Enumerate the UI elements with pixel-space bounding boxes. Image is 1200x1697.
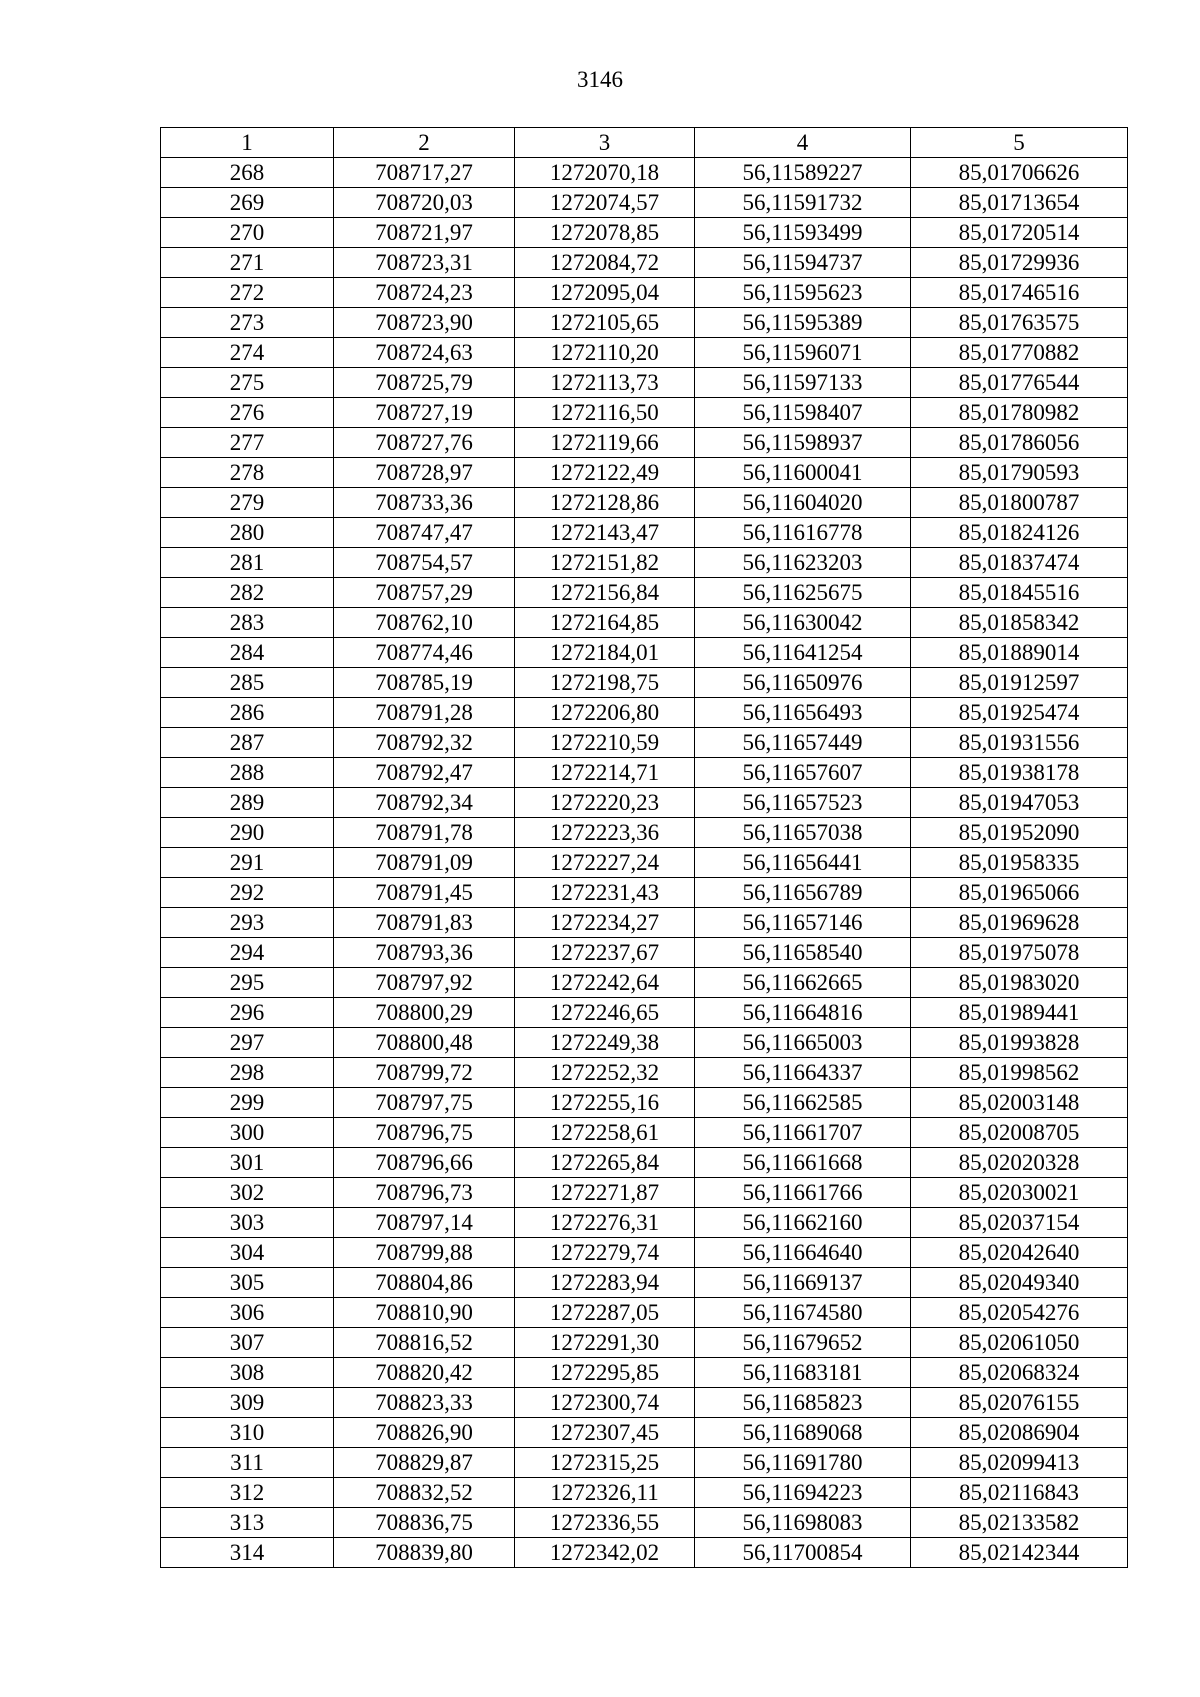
table-cell: 85,01746516 [911, 278, 1128, 308]
table-cell: 313 [161, 1508, 334, 1538]
table-cell: 1272122,49 [515, 458, 695, 488]
table-cell: 708791,45 [334, 878, 515, 908]
table-cell: 277 [161, 428, 334, 458]
table-cell: 85,01952090 [911, 818, 1128, 848]
table-cell: 1272291,30 [515, 1328, 695, 1358]
table-cell: 85,02133582 [911, 1508, 1128, 1538]
table-cell: 304 [161, 1238, 334, 1268]
table-cell: 56,11664816 [695, 998, 911, 1028]
table-cell: 310 [161, 1418, 334, 1448]
table-cell: 708826,90 [334, 1418, 515, 1448]
table-row [161, 548, 1128, 578]
table-cell: 56,11685823 [695, 1388, 911, 1418]
table-cell: 56,11630042 [695, 608, 911, 638]
table-cell: 85,02042640 [911, 1238, 1128, 1268]
table-cell: 286 [161, 698, 334, 728]
table-cell: 56,11679652 [695, 1328, 911, 1358]
table-cell: 85,01776544 [911, 368, 1128, 398]
table-cell: 85,01969628 [911, 908, 1128, 938]
table-cell: 1272265,84 [515, 1148, 695, 1178]
header-cell: 1 [161, 128, 334, 158]
table-cell: 1272234,27 [515, 908, 695, 938]
table-cell: 708797,75 [334, 1088, 515, 1118]
coordinates-table [160, 127, 1128, 1568]
table-row [161, 578, 1128, 608]
table-cell: 273 [161, 308, 334, 338]
table-cell: 708836,75 [334, 1508, 515, 1538]
table-cell: 1272220,23 [515, 788, 695, 818]
table-cell: 296 [161, 998, 334, 1028]
table-cell: 270 [161, 218, 334, 248]
table-cell: 85,01858342 [911, 608, 1128, 638]
table-cell: 1272246,65 [515, 998, 695, 1028]
table-cell: 1272078,85 [515, 218, 695, 248]
table-cell: 1272342,02 [515, 1538, 695, 1568]
table-cell: 56,11597133 [695, 368, 911, 398]
table-cell: 56,11656441 [695, 848, 911, 878]
table-cell: 1272119,66 [515, 428, 695, 458]
table-cell: 290 [161, 818, 334, 848]
table-cell: 1272276,31 [515, 1208, 695, 1238]
table-cell: 56,11669137 [695, 1268, 911, 1298]
table-cell: 85,01837474 [911, 548, 1128, 578]
table-cell: 85,01998562 [911, 1058, 1128, 1088]
table-cell: 708839,80 [334, 1538, 515, 1568]
table-cell: 1272255,16 [515, 1088, 695, 1118]
table-row [161, 1118, 1128, 1148]
table-cell: 708804,86 [334, 1268, 515, 1298]
table-cell: 708816,52 [334, 1328, 515, 1358]
table-cell: 311 [161, 1448, 334, 1478]
table-cell: 708717,27 [334, 158, 515, 188]
table-row [161, 398, 1128, 428]
table-row [161, 1538, 1128, 1568]
table-cell: 708793,36 [334, 938, 515, 968]
table-cell: 708796,75 [334, 1118, 515, 1148]
table-cell: 279 [161, 488, 334, 518]
table-row [161, 458, 1128, 488]
table-cell: 287 [161, 728, 334, 758]
table-cell: 291 [161, 848, 334, 878]
table-header [161, 128, 1128, 158]
table-cell: 1272184,01 [515, 638, 695, 668]
table-cell: 56,11694223 [695, 1478, 911, 1508]
table-cell: 1272223,36 [515, 818, 695, 848]
table-cell: 56,11661668 [695, 1148, 911, 1178]
table-cell: 1272143,47 [515, 518, 695, 548]
table-cell: 1272283,94 [515, 1268, 695, 1298]
table-cell: 56,11662665 [695, 968, 911, 998]
table-cell: 708791,83 [334, 908, 515, 938]
table-cell: 708796,73 [334, 1178, 515, 1208]
table-cell: 1272074,57 [515, 188, 695, 218]
table-cell: 708792,47 [334, 758, 515, 788]
table-cell: 56,11623203 [695, 548, 911, 578]
table-cell: 56,11661707 [695, 1118, 911, 1148]
table-row [161, 728, 1128, 758]
table-cell: 1272287,05 [515, 1298, 695, 1328]
table-cell: 1272237,67 [515, 938, 695, 968]
table-cell: 1272300,74 [515, 1388, 695, 1418]
table-cell: 1272315,25 [515, 1448, 695, 1478]
table-cell: 708727,19 [334, 398, 515, 428]
table-cell: 56,11683181 [695, 1358, 911, 1388]
table-cell: 708728,97 [334, 458, 515, 488]
table-cell: 85,01947053 [911, 788, 1128, 818]
header-cell: 2 [334, 128, 515, 158]
header-cell: 5 [911, 128, 1128, 158]
table-row [161, 848, 1128, 878]
table-row [161, 758, 1128, 788]
table-cell: 275 [161, 368, 334, 398]
table-cell: 56,11596071 [695, 338, 911, 368]
table-body [161, 158, 1128, 1568]
table-cell: 56,11598937 [695, 428, 911, 458]
table-cell: 1272156,84 [515, 578, 695, 608]
table-cell: 85,01845516 [911, 578, 1128, 608]
table-cell: 301 [161, 1148, 334, 1178]
table-row [161, 668, 1128, 698]
table-cell: 56,11616778 [695, 518, 911, 548]
table-cell: 56,11604020 [695, 488, 911, 518]
table-cell: 1272336,55 [515, 1508, 695, 1538]
table-row [161, 278, 1128, 308]
table-cell: 1272198,75 [515, 668, 695, 698]
table-cell: 85,01983020 [911, 968, 1128, 998]
table-row [161, 1418, 1128, 1448]
table-cell: 85,01780982 [911, 398, 1128, 428]
table-cell: 708832,52 [334, 1478, 515, 1508]
table-cell: 708829,87 [334, 1448, 515, 1478]
header-cell: 3 [515, 128, 695, 158]
table-cell: 708754,57 [334, 548, 515, 578]
table-cell: 56,11664640 [695, 1238, 911, 1268]
table-row [161, 788, 1128, 818]
table-row [161, 1448, 1128, 1478]
table-cell: 85,01763575 [911, 308, 1128, 338]
table-cell: 708796,66 [334, 1148, 515, 1178]
table-cell: 56,11657523 [695, 788, 911, 818]
table-cell: 56,11661766 [695, 1178, 911, 1208]
table-cell: 1272252,32 [515, 1058, 695, 1088]
table-cell: 85,02008705 [911, 1118, 1128, 1148]
table-cell: 708810,90 [334, 1298, 515, 1328]
table-cell: 56,11662160 [695, 1208, 911, 1238]
table-cell: 280 [161, 518, 334, 548]
table-cell: 708757,29 [334, 578, 515, 608]
table-row [161, 998, 1128, 1028]
table-row [161, 488, 1128, 518]
table-cell: 85,02086904 [911, 1418, 1128, 1448]
table-cell: 85,02116843 [911, 1478, 1128, 1508]
table-cell: 278 [161, 458, 334, 488]
table-cell: 85,01975078 [911, 938, 1128, 968]
table-cell: 708791,78 [334, 818, 515, 848]
table-cell: 56,11691780 [695, 1448, 911, 1478]
table-row [161, 608, 1128, 638]
table-row [161, 878, 1128, 908]
table-cell: 299 [161, 1088, 334, 1118]
table-cell: 85,01824126 [911, 518, 1128, 548]
table-cell: 1272151,82 [515, 548, 695, 578]
table-cell: 56,11657449 [695, 728, 911, 758]
header-cell: 4 [695, 128, 911, 158]
table-cell: 708727,76 [334, 428, 515, 458]
table-cell: 281 [161, 548, 334, 578]
table-row [161, 188, 1128, 218]
table-cell: 314 [161, 1538, 334, 1568]
table-cell: 308 [161, 1358, 334, 1388]
table-cell: 1272113,73 [515, 368, 695, 398]
table-row [161, 698, 1128, 728]
table-row [161, 1178, 1128, 1208]
table-cell: 56,11662585 [695, 1088, 911, 1118]
table-cell: 85,01720514 [911, 218, 1128, 248]
table-row [161, 1478, 1128, 1508]
table-row [161, 968, 1128, 998]
table-cell: 85,01790593 [911, 458, 1128, 488]
table-cell: 708725,79 [334, 368, 515, 398]
table-cell: 56,11674580 [695, 1298, 911, 1328]
table-row [161, 1208, 1128, 1238]
table-row [161, 158, 1128, 188]
table-cell: 85,02003148 [911, 1088, 1128, 1118]
table-cell: 1272326,11 [515, 1478, 695, 1508]
table-cell: 708721,97 [334, 218, 515, 248]
table-cell: 85,01889014 [911, 638, 1128, 668]
table-cell: 1272295,85 [515, 1358, 695, 1388]
table-cell: 708799,88 [334, 1238, 515, 1268]
table-cell: 1272105,65 [515, 308, 695, 338]
table-row [161, 338, 1128, 368]
table-cell: 1272110,20 [515, 338, 695, 368]
table-cell: 1272206,80 [515, 698, 695, 728]
table-cell: 56,11598407 [695, 398, 911, 428]
table-row [161, 908, 1128, 938]
table-row [161, 1148, 1128, 1178]
table-cell: 85,01912597 [911, 668, 1128, 698]
table-cell: 85,02020328 [911, 1148, 1128, 1178]
table-cell: 708820,42 [334, 1358, 515, 1388]
table-cell: 1272249,38 [515, 1028, 695, 1058]
table-cell: 85,01965066 [911, 878, 1128, 908]
table-cell: 85,01786056 [911, 428, 1128, 458]
table-cell: 276 [161, 398, 334, 428]
table-cell: 85,02054276 [911, 1298, 1128, 1328]
table-row [161, 638, 1128, 668]
table-cell: 272 [161, 278, 334, 308]
table-cell: 284 [161, 638, 334, 668]
table-cell: 708724,63 [334, 338, 515, 368]
table-row [161, 1028, 1128, 1058]
header-row [161, 128, 1128, 158]
table-row [161, 308, 1128, 338]
table-cell: 708791,09 [334, 848, 515, 878]
table-cell: 85,02068324 [911, 1358, 1128, 1388]
table-row [161, 368, 1128, 398]
table-cell: 56,11658540 [695, 938, 911, 968]
table-cell: 56,11595623 [695, 278, 911, 308]
table-row [161, 1298, 1128, 1328]
table-cell: 1272164,85 [515, 608, 695, 638]
table-cell: 56,11595389 [695, 308, 911, 338]
table-cell: 56,11689068 [695, 1418, 911, 1448]
table-cell: 708792,34 [334, 788, 515, 818]
table-cell: 85,01958335 [911, 848, 1128, 878]
table-cell: 303 [161, 1208, 334, 1238]
table-cell: 85,01800787 [911, 488, 1128, 518]
table-cell: 274 [161, 338, 334, 368]
table-cell: 300 [161, 1118, 334, 1148]
table-cell: 1272307,45 [515, 1418, 695, 1448]
table-cell: 1272116,50 [515, 398, 695, 428]
table-cell: 307 [161, 1328, 334, 1358]
table-cell: 85,01713654 [911, 188, 1128, 218]
table-cell: 285 [161, 668, 334, 698]
table-cell: 295 [161, 968, 334, 998]
table-cell: 309 [161, 1388, 334, 1418]
table-cell: 312 [161, 1478, 334, 1508]
table-row [161, 938, 1128, 968]
table-cell: 708797,14 [334, 1208, 515, 1238]
table-cell: 708792,32 [334, 728, 515, 758]
page-number: 3146 [577, 67, 623, 92]
table-cell: 271 [161, 248, 334, 278]
table-cell: 85,02049340 [911, 1268, 1128, 1298]
table-cell: 1272231,43 [515, 878, 695, 908]
table-cell: 1272095,04 [515, 278, 695, 308]
table-cell: 708723,90 [334, 308, 515, 338]
table-cell: 302 [161, 1178, 334, 1208]
table-cell: 85,01729936 [911, 248, 1128, 278]
table-cell: 293 [161, 908, 334, 938]
table-cell: 708720,03 [334, 188, 515, 218]
table-cell: 708762,10 [334, 608, 515, 638]
table-cell: 56,11591732 [695, 188, 911, 218]
table-cell: 56,11665003 [695, 1028, 911, 1058]
table-cell: 708723,31 [334, 248, 515, 278]
table-cell: 1272279,74 [515, 1238, 695, 1268]
table-cell: 268 [161, 158, 334, 188]
table-cell: 708797,92 [334, 968, 515, 998]
table-cell: 85,01925474 [911, 698, 1128, 728]
table-cell: 56,11700854 [695, 1538, 911, 1568]
table-cell: 708791,28 [334, 698, 515, 728]
table-cell: 283 [161, 608, 334, 638]
table-row [161, 1238, 1128, 1268]
table-cell: 1272084,72 [515, 248, 695, 278]
table-cell: 85,01989441 [911, 998, 1128, 1028]
table-cell: 56,11657146 [695, 908, 911, 938]
table-cell: 708823,33 [334, 1388, 515, 1418]
table-row [161, 1268, 1128, 1298]
table-row [161, 1388, 1128, 1418]
table-row [161, 428, 1128, 458]
table-cell: 85,01938178 [911, 758, 1128, 788]
table-cell: 708800,29 [334, 998, 515, 1028]
table-cell: 1272070,18 [515, 158, 695, 188]
table-cell: 1272227,24 [515, 848, 695, 878]
table-cell: 298 [161, 1058, 334, 1088]
table-cell: 294 [161, 938, 334, 968]
table-cell: 297 [161, 1028, 334, 1058]
table-row [161, 1328, 1128, 1358]
table-cell: 56,11593499 [695, 218, 911, 248]
table-cell: 1272242,64 [515, 968, 695, 998]
table-row [161, 518, 1128, 548]
table-cell: 85,02076155 [911, 1388, 1128, 1418]
table-cell: 708800,48 [334, 1028, 515, 1058]
table-cell: 56,11641254 [695, 638, 911, 668]
table-cell: 269 [161, 188, 334, 218]
table-row [161, 248, 1128, 278]
table-cell: 306 [161, 1298, 334, 1328]
table-cell: 708799,72 [334, 1058, 515, 1088]
table-cell: 292 [161, 878, 334, 908]
table-cell: 56,11698083 [695, 1508, 911, 1538]
table-cell: 305 [161, 1268, 334, 1298]
table-cell: 56,11589227 [695, 158, 911, 188]
table-cell: 1272214,71 [515, 758, 695, 788]
table-cell: 56,11656493 [695, 698, 911, 728]
table-cell: 85,02030021 [911, 1178, 1128, 1208]
table-cell: 289 [161, 788, 334, 818]
table-cell: 85,02142344 [911, 1538, 1128, 1568]
table-cell: 85,01770882 [911, 338, 1128, 368]
table-row [161, 1058, 1128, 1088]
table-row [161, 1088, 1128, 1118]
table-cell: 56,11656789 [695, 878, 911, 908]
table-cell: 282 [161, 578, 334, 608]
table-cell: 708774,46 [334, 638, 515, 668]
table-row [161, 1358, 1128, 1388]
table-cell: 85,02037154 [911, 1208, 1128, 1238]
table-cell: 708733,36 [334, 488, 515, 518]
table-cell: 85,01706626 [911, 158, 1128, 188]
table-cell: 56,11625675 [695, 578, 911, 608]
table-row [161, 818, 1128, 848]
table-cell: 85,02061050 [911, 1328, 1128, 1358]
table-cell: 1272258,61 [515, 1118, 695, 1148]
table-cell: 56,11600041 [695, 458, 911, 488]
table-cell: 85,01993828 [911, 1028, 1128, 1058]
table-cell: 56,11650976 [695, 668, 911, 698]
table-cell: 708747,47 [334, 518, 515, 548]
table-cell: 85,02099413 [911, 1448, 1128, 1478]
table-cell: 56,11657038 [695, 818, 911, 848]
table-cell: 708785,19 [334, 668, 515, 698]
table-cell: 56,11657607 [695, 758, 911, 788]
table-cell: 56,11664337 [695, 1058, 911, 1088]
table-cell: 708724,23 [334, 278, 515, 308]
table-cell: 1272271,87 [515, 1178, 695, 1208]
table-cell: 1272128,86 [515, 488, 695, 518]
table-cell: 85,01931556 [911, 728, 1128, 758]
table-row [161, 1508, 1128, 1538]
table-cell: 288 [161, 758, 334, 788]
table-cell: 1272210,59 [515, 728, 695, 758]
table-row [161, 218, 1128, 248]
table-cell: 56,11594737 [695, 248, 911, 278]
